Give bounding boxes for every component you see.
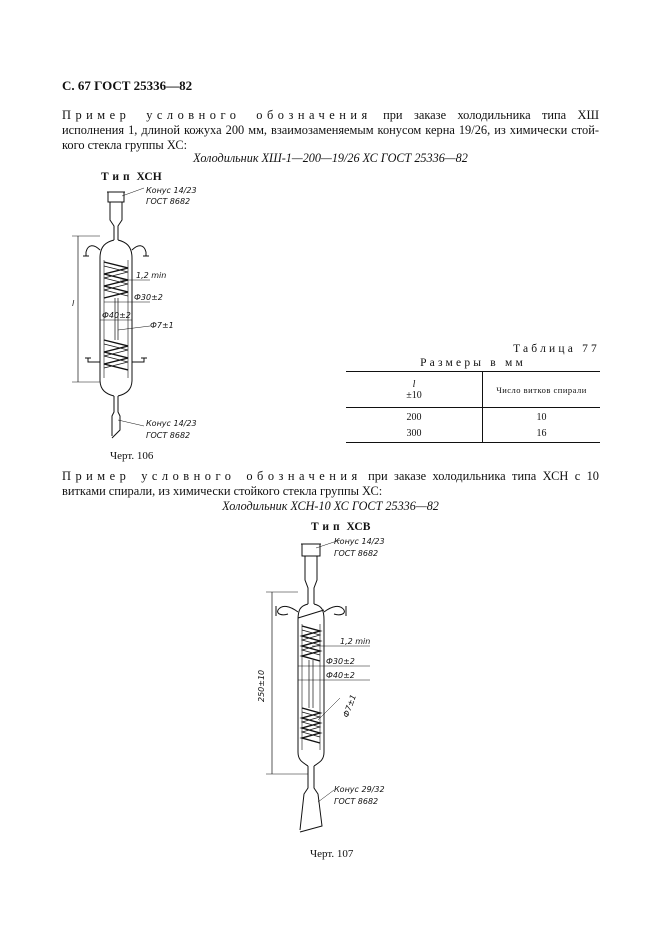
table-row [346,426,600,443]
figure107-bottom-cone: Конус 29/32 [334,785,385,794]
figure106-dim-gap: 1,2 min [136,271,167,280]
example1-designation: Холодильник ХШ-1—200—19/26 ХС ГОСТ 25336—82 [193,151,468,165]
figure107-top-gost: ГОСТ 8682 [334,549,379,558]
table77-number: Таблица 77 [513,343,600,355]
figure107-dim-length: 250±10 [257,669,266,702]
table77-cell-l: 300 [346,426,483,443]
figure106-type-prefix: Тип [101,171,134,183]
figure106-dim-d7: Ф7±1 [150,321,174,330]
table77-col2-header: Число витков спирали [483,372,601,408]
figure106-caption: Черт. 106 [110,450,154,462]
table77 [346,371,600,443]
table-row [346,408,600,427]
table77-cell-turns: 10 [536,412,547,423]
table77-col1-header: l ±10 [346,372,483,408]
figure106-dim-d40: Ф40±2 [102,311,131,320]
figure107-drawing [250,530,420,846]
page-header: С. 67 ГОСТ 25336—82 [62,78,193,93]
table77-cell-turns: 16 [483,426,601,443]
figure106-bottom-gost: ГОСТ 8682 [146,431,191,440]
figure106-top-cone: Конус 14/23 [146,186,197,195]
figure107-bottom-gost: ГОСТ 8682 [334,797,379,806]
figure107-type-name: ХСВ [346,521,371,533]
figure107-dim-d7: Ф7±1 [341,693,359,719]
figure107-dim-gap: 1,2 min [340,637,371,646]
figure106-drawing [60,180,197,448]
figure107-top-cone: Конус 14/23 [334,537,385,546]
figure107-dim-d30: Ф30±2 [326,657,355,666]
figure107-dim-d40: Ф40±2 [326,671,355,680]
figure106-top-gost: ГОСТ 8682 [146,197,191,206]
example2-designation: Холодильник ХСН-10 ХС ГОСТ 25336—82 [222,499,439,513]
example2-lead: Пример условного обозначения [62,469,362,483]
table77-cell-l: 200 [346,408,483,427]
figure106-bottom-cone: Конус 14/23 [146,419,197,428]
table77-title: Размеры в мм [420,357,526,369]
figure106-type-name: ХСН [136,171,162,183]
figure107-caption: Черт. 107 [310,848,354,860]
figure106-dim-length: l [72,299,75,308]
example2-text: при заказе холодильника типа ХСН с 10 витками спирали, из химически стойкого стекла группы ХС: [62,469,600,498]
example2-paragraph [62,469,599,499]
example1-lead: Пример условного обозначения [62,108,372,122]
figure106-dim-d30: Ф30±2 [134,293,163,302]
example1-paragraph [62,108,599,153]
example1-text: при заказе холодильника типа ХШ исполнения 1, длиной кожуха 200 мм, взаимозаменяемым конусом керна 19/26, из химически стой-кого стекла группы ХС: [62,108,599,152]
figure107-type-prefix: Тип [311,521,344,533]
